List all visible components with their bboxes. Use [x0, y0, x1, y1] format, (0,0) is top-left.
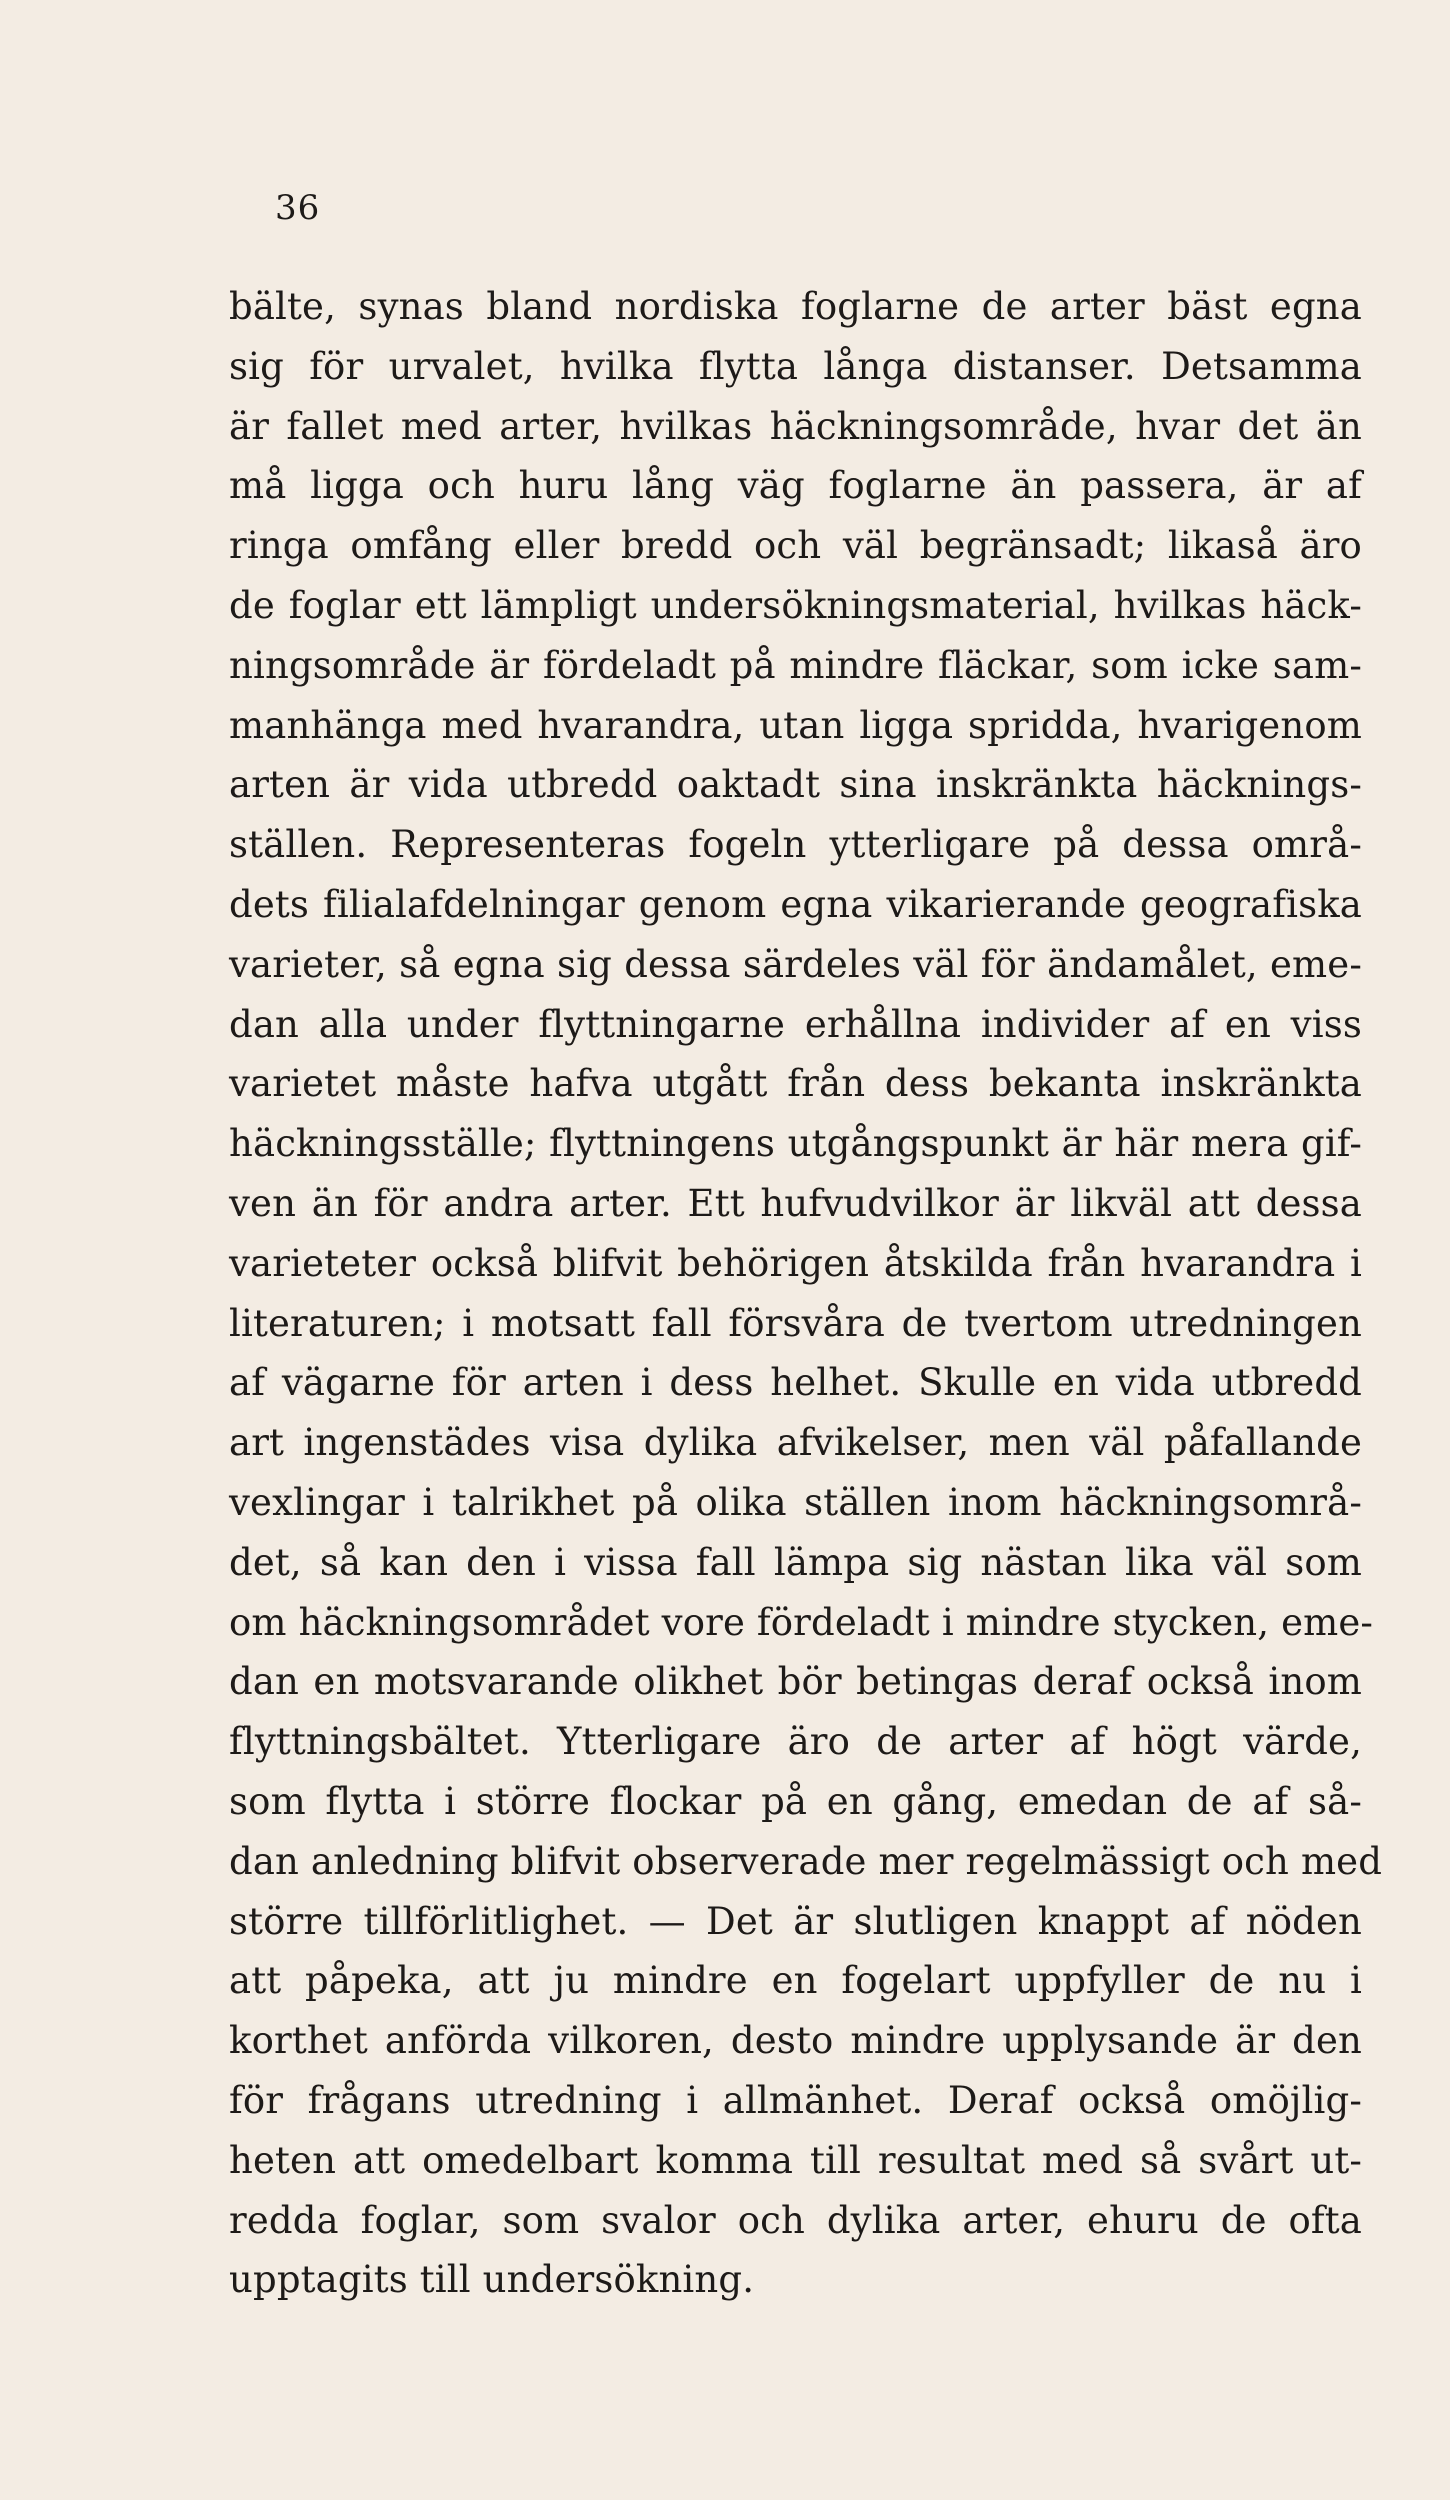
text-line: korthet anförda vilkoren, desto mindre upplysande är den — [229, 2019, 1362, 2063]
text-line: manhänga med hvarandra, utan ligga spridda, hvarigenom — [229, 703, 1362, 747]
text-line: må ligga och huru lång väg foglarne än passera, är af — [229, 464, 1362, 508]
text-line: heten att omedelbart komma till resultat med så svårt ut- — [229, 2138, 1362, 2182]
text-line: dan en motsvarande olikhet bör betingas deraf också inom — [229, 1660, 1362, 1704]
text-line: det, så kan den i vissa fall lämpa sig nästan lika väl som — [229, 1540, 1362, 1584]
text-line: de foglar ett lämpligt undersökningsmaterial, hvilkas häck- — [229, 583, 1362, 627]
text-line: varietet måste hafva utgått från dess bekanta inskränkta — [229, 1062, 1362, 1106]
text-line: dan alla under flyttningarne erhållna individer af en viss — [229, 1002, 1362, 1046]
text-line: redda foglar, som svalor och dylika arter, ehuru de ofta — [229, 2198, 1362, 2242]
text-line: arten är vida utbredd oaktadt sina inskränkta häcknings- — [229, 763, 1362, 807]
text-line: varieter, så egna sig dessa särdeles väl för ändamålet, eme- — [229, 942, 1362, 986]
text-line: om häckningsområdet vore fördeladt i mindre stycken, eme- — [229, 1600, 1374, 1644]
text-line: ringa omfång eller bredd och väl begränsadt; likaså äro — [229, 524, 1362, 568]
page-number: 36 — [275, 188, 321, 228]
text-line: dan anledning blifvit observerade mer regelmässigt och med — [229, 1839, 1383, 1883]
text-line: ven än för andra arter. Ett hufvudvilkor är likväl att dessa — [229, 1181, 1362, 1225]
text-line: af vägarne för arten i dess helhet. Skulle en vida utbredd — [229, 1361, 1362, 1405]
text-line: större tillförlitlighet. — Det är slutligen knappt af nöden — [229, 1899, 1362, 1943]
text-line: dets filialafdelningar genom egna vikarierande geografiska — [229, 882, 1362, 926]
text-line: bälte, synas bland nordiska foglarne de arter bäst egna — [229, 285, 1362, 328]
text-line: som flytta i större flockar på en gång, emedan de af så- — [229, 1779, 1362, 1823]
text-line: ställen. Representeras fogeln ytterligare på dessa områ- — [229, 823, 1362, 867]
body-text — [229, 277, 1383, 2310]
text-line: literaturen; i motsatt fall försvåra de tvertom utredningen — [229, 1301, 1362, 1345]
text-line: flyttningsbältet. Ytterligare äro de arter af högt värde, — [229, 1720, 1362, 1764]
text-line: upptagits till undersökning. — [229, 2258, 755, 2302]
text-line: vexlingar i talrikhet på olika ställen inom häckningsområ- — [229, 1480, 1362, 1524]
text-line: ningsområde är fördeladt på mindre fläckar, som icke sam- — [229, 643, 1362, 687]
text-line: art ingenstädes visa dylika afvikelser, men väl påfallande — [229, 1421, 1362, 1465]
text-line: varieteter också blifvit behörigen åtskilda från hvarandra i — [229, 1241, 1362, 1285]
text-line: att påpeka, att ju mindre en fogelart uppfyller de nu i — [229, 1959, 1362, 2003]
text-line: för frågans utredning i allmänhet. Deraf också omöjlig- — [229, 2078, 1362, 2122]
text-line: häckningsställe; flyttningens utgångspunkt är här mera gif- — [229, 1122, 1362, 1166]
text-line: är fallet med arter, hvilkas häckningsområde, hvar det än — [229, 404, 1362, 448]
text-line: sig för urvalet, hvilka flytta långa distanser. Detsamma — [229, 344, 1362, 388]
